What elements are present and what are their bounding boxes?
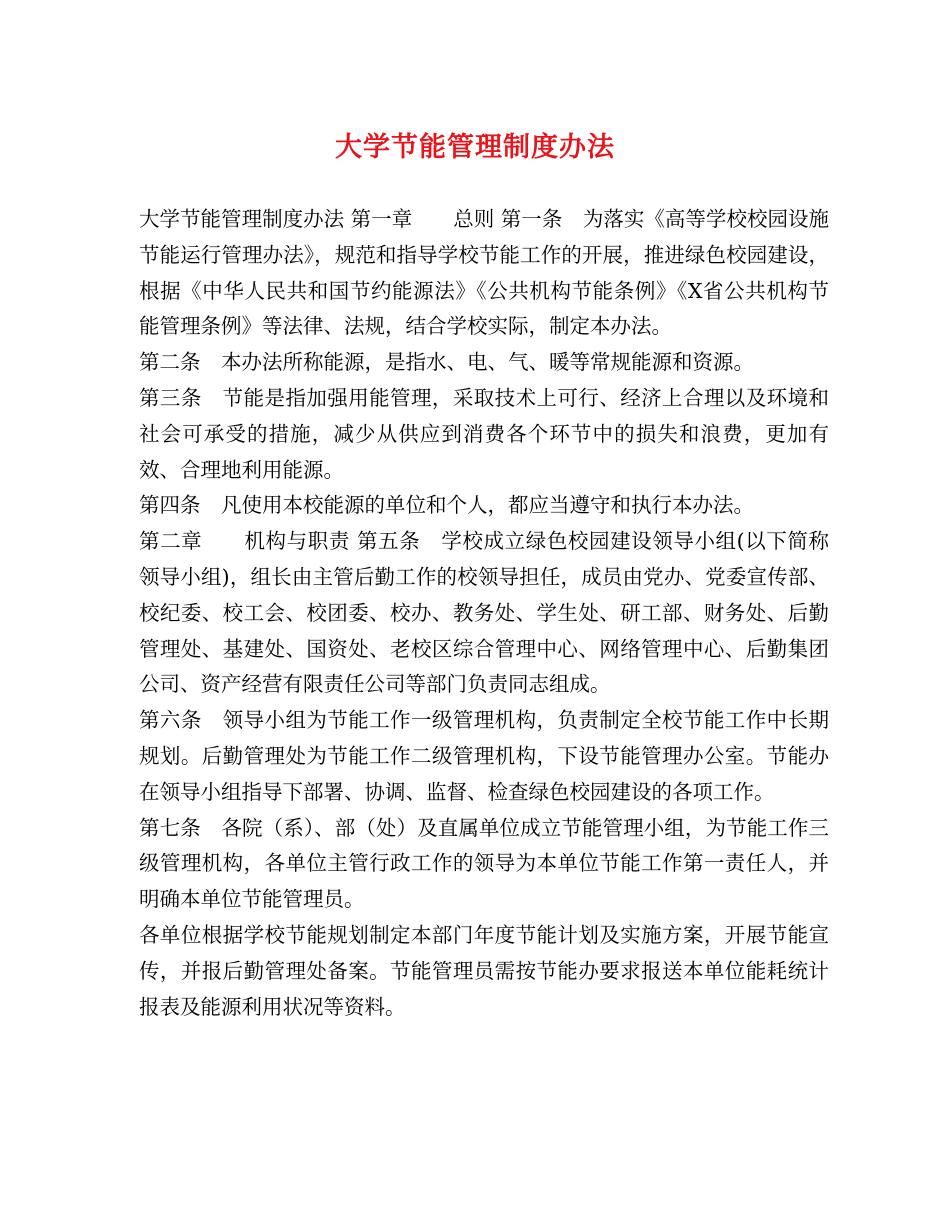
document-body <box>139 202 829 1025</box>
paragraph-article2: 第二条 本办法所称能源，是指水、电、气、暖等常规能源和资源。 <box>139 350 754 375</box>
paragraph-chapter2-article5: 第二章 机构与职责 第五条 学校成立绿色校园建设领导小组(以下简称领导小组)，组长由主管后勤工作的校领导担任，成员由党办、党委宣传部、校纪委、校工会、校团委、校办、教务处、学生处、研工部、财务处、后勤管理处、基建处、国资处、老校区综合管理中心、网络管理中心、后勤集团公司、资产经营有限责任公司等部门负责同志组成。 <box>139 529 829 697</box>
paragraph-article7: 第七条 各院（系）、部（处）及直属单位成立节能管理小组，为节能工作三级管理机构，各单位主管行政工作的领导为本单位节能工作第一责任人，并明确本单位节能管理员。 <box>139 815 829 912</box>
paragraph-article6: 第六条 领导小组为节能工作一级管理机构，负责制定全校节能工作中长期规划。后勤管理处为节能工作二级管理机构，下设节能管理办公室。节能办在领导小组指导下部署、协调、监督、检查绿色校园建设的各项工作。 <box>139 708 829 804</box>
paragraph-article3: 第三条 节能是指加强用能管理，采取技术上可行、经济上合理以及环境和社会可承受的措施，减少从供应到消费各个环节中的损失和浪费，更加有效、合理地利用能源。 <box>139 385 829 482</box>
paragraph-article4: 第四条 凡使用本校能源的单位和个人，都应当遵守和执行本办法。 <box>139 493 754 518</box>
paragraph-unit-plans: 各单位根据学校节能规划制定本部门年度节能计划及实施方案，开展节能宣传，并报后勤管理处备案。节能管理员需按节能办要求报送本单位能耗统计报表及能源利用状况等资料。 <box>139 922 829 1019</box>
document-title: 大学节能管理制度办法 <box>335 132 615 163</box>
paragraph-chapter1-article1: 大学节能管理制度办法 第一章 总则 第一条 为落实《高等学校校园设施节能运行管理办法》，规范和指导学校节能工作的开展，推进绿色校园建设，根据《中华人民共和国节约能源法》《公共机构节能条例》《X省公共机构节能管理条例》等法律、法规，结合学校实际，制定本办法。 <box>139 207 829 339</box>
